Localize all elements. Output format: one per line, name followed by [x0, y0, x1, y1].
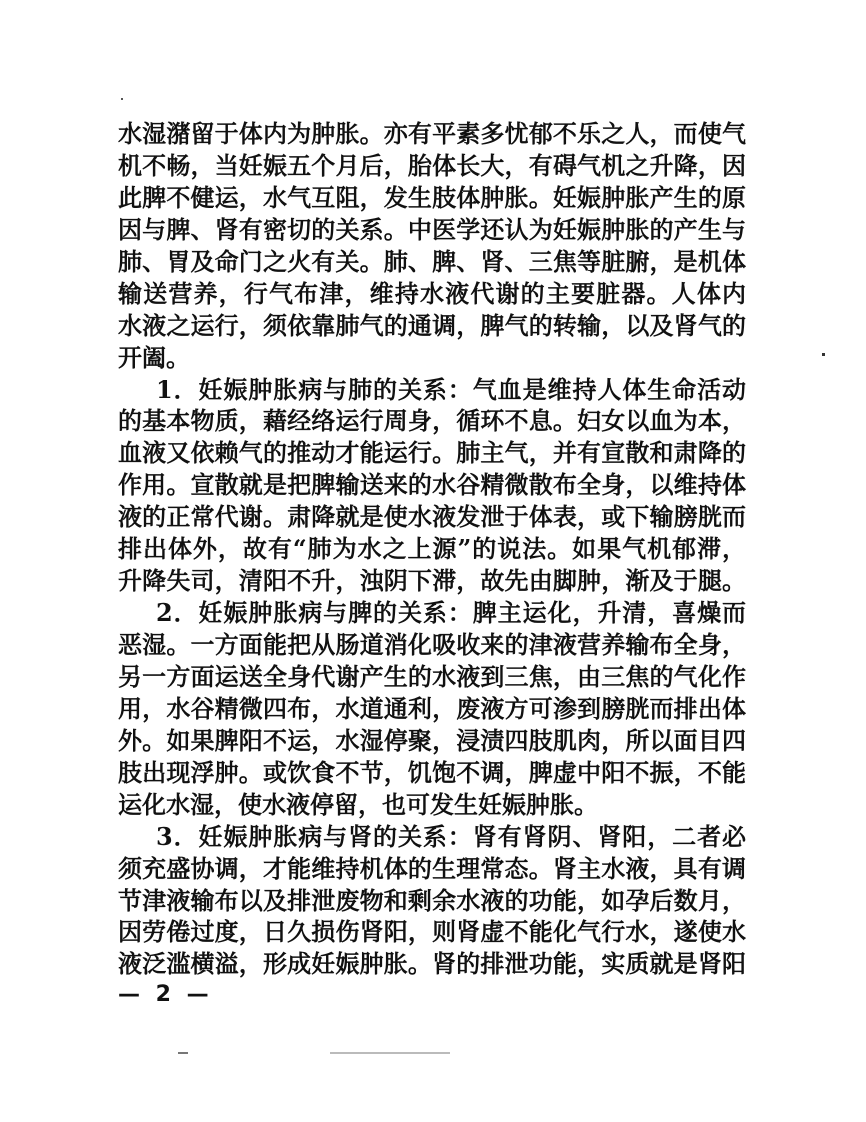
text-line: 肺、胃及命门之火有关。肺、脾、肾、三焦等脏腑，是机体 — [118, 246, 746, 276]
scan-noise — [330, 1052, 450, 1054]
text-line: 用，水谷精微四布，水道通利，废液方可渗到膀胱而排出体 — [118, 693, 746, 723]
page-number: — 2 — — [118, 982, 213, 1007]
text-line: 因劳倦过度，日久损伤肾阳，则肾虚不能化气行水，遂使水 — [118, 917, 746, 947]
text-line: 液泛滥横溢，形成妊娠肿胀。肾的排泄功能，实质就是肾阳 — [118, 949, 746, 979]
text-line: 血液又依赖气的推动才能运行。肺主气，并有宣散和肃降的 — [118, 438, 746, 468]
text-line: 水湿潴留于体内为肿胀。亦有平素多忧郁不乐之人，而使气 — [118, 119, 746, 148]
text-line: 3．妊娠肿胀病与肾的关系：肾有肾阴、肾阳，二者必 — [156, 821, 746, 851]
scan-noise — [178, 1052, 188, 1054]
text-line: 须充盛协调，才能维持机体的生理常态。肾主水液，具有调 — [118, 853, 746, 883]
text-line: 2．妊娠肿胀病与脾的关系：脾主运化，升清，喜燥而 — [156, 598, 746, 628]
text-line: 液的正常代谢。肃降就是使水液发泄于体表，或下输膀胱而 — [118, 502, 746, 532]
text-line: 此脾不健运，水气互阻，发生肢体肿胀。妊娠肿胀产生的原 — [118, 182, 746, 212]
text-line: 1．妊娠肿胀病与肺的关系：气血是维持人体生命活动 — [156, 374, 746, 404]
text-line: 机不畅，当妊娠五个月后，胎体长大，有碍气机之升降，因 — [118, 150, 746, 180]
text-line: 肢出现浮肿。或饮食不节，饥饱不调，脾虚中阳不振，不能 — [118, 757, 746, 787]
text-line: 节津液输布以及排泄废物和剩余水液的功能，如孕后数月， — [118, 885, 746, 915]
scan-speck — [121, 98, 123, 100]
text-line: 输送营养，行气布津，维持水液代谢的主要脏器。人体内 — [118, 278, 746, 308]
text-line: 的基本物质，藉经络运行周身，循环不息。妇女以血为本， — [118, 406, 746, 436]
text-line: 恶湿。一方面能把从肠道消化吸收来的津液营养输布全身， — [118, 630, 746, 659]
text-line: 升降失司，清阳不升，浊阴下滞，故先由脚肿，渐及于腿。 — [118, 566, 746, 596]
text-line: 排出体外，故有“肺为水之上源”的说法。如果气机郁滞， — [118, 534, 746, 564]
text-line: 水液之运行，须依靠肺气的通调，脾气的转输，以及肾气的 — [118, 310, 746, 340]
body-text — [118, 118, 746, 980]
text-line: 因与脾、肾有密切的关系。中医学还认为妊娠肿胀的产生与 — [118, 214, 746, 244]
text-line: 外。如果脾阳不运，水湿停聚，浸渍四肢肌肉，所以面目四 — [118, 725, 746, 755]
paragraph — [118, 821, 746, 981]
text-line: 作用。宣散就是把脾输送来的水谷精微散布全身，以维持体 — [118, 470, 746, 500]
paragraph — [118, 374, 746, 598]
text-line: 开阖。 — [118, 342, 190, 372]
text-line: 另一方面运送全身代谢产生的水液到三焦，由三焦的气化作 — [118, 661, 746, 691]
paragraph — [118, 597, 746, 821]
scan-speck — [822, 353, 825, 356]
paragraph — [118, 118, 746, 374]
text-line: 运化水湿，使水液停留，也可发生妊娠肿胀。 — [118, 789, 598, 819]
